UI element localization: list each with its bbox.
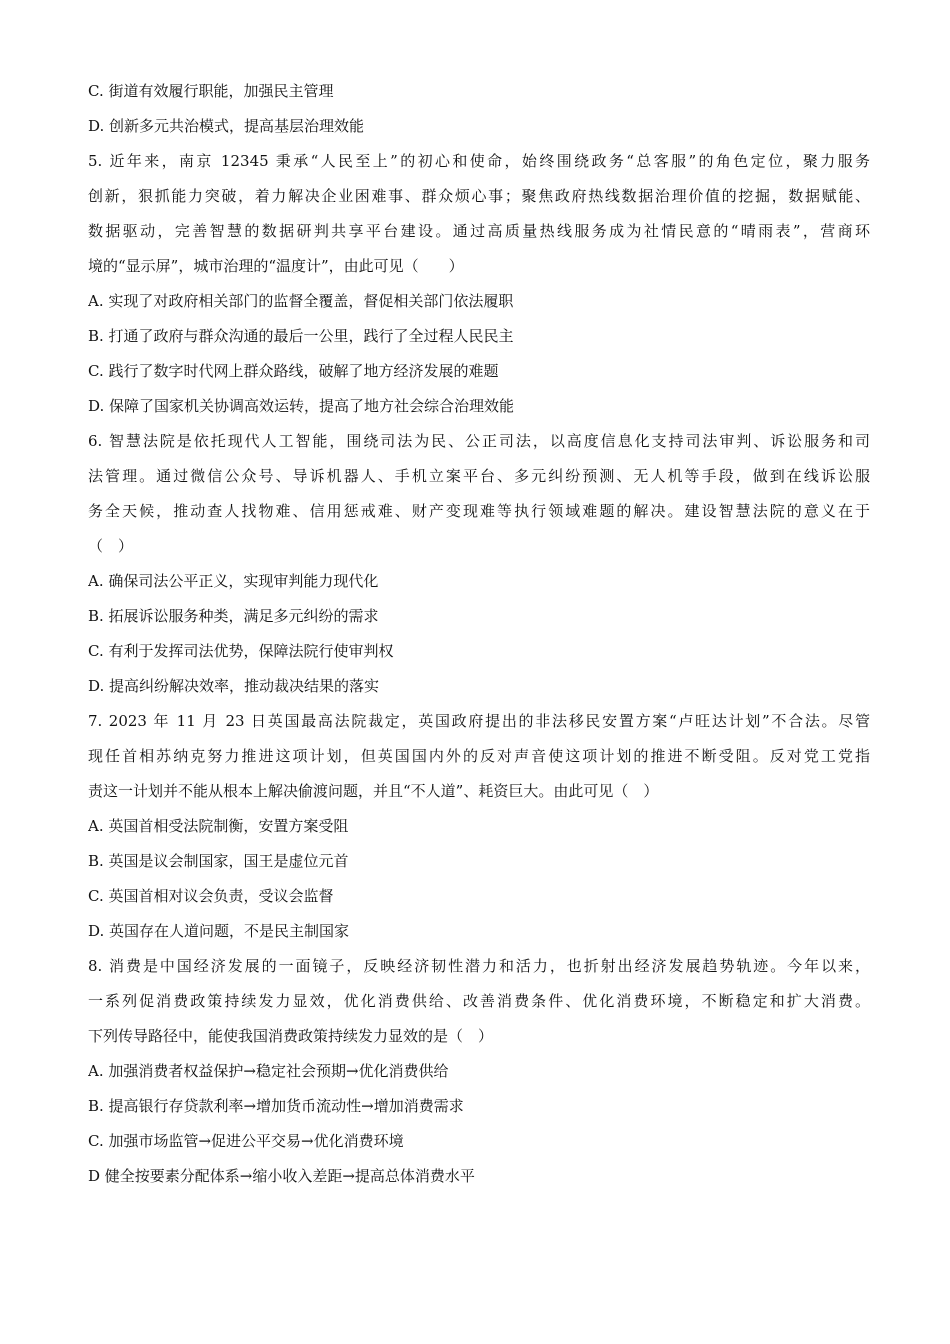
q5-option-c: C. 践行了数字时代网上群众路线，破解了地方经济发展的难题 (88, 362, 499, 380)
q5-stem-line-2: 创新，狠抓能力突破，着力解决企业困难事、群众烦心事；聚焦政府热线数据治理价值的挖掘，数据赋能、 (88, 187, 870, 205)
q6-stem-line-1: 6. 智慧法院是依托现代人工智能，围绕司法为民、公正司法，以高度信息化支持司法审判、诉讼服务和司 (88, 432, 870, 450)
q6-stem-line-2: 法管理。通过微信公众号、导诉机器人、手机立案平台、多元纠纷预测、无人机等手段，做到在线诉讼服 (88, 467, 870, 485)
q5-option-d: D. 保障了国家机关协调高效运转，提高了地方社会综合治理效能 (88, 397, 515, 415)
q7-option-d: D. 英国存在人道问题，不是民主制国家 (88, 922, 350, 940)
q5-stem-line-4: 境的“显示屏”，城市治理的“温度计”，由此可见（ ） (88, 257, 464, 275)
document-page (88, 74, 870, 1194)
q4-option-c: C. 街道有效履行职能，加强民主管理 (88, 82, 334, 100)
q8-option-d: D 健全按要素分配体系→缩小收入差距→提高总体消费水平 (88, 1167, 475, 1185)
q7-stem-line-1: 7. 2023 年 11 月 23 日英国最高法院裁定，英国政府提出的非法移民安置方案“卢旺达计划”不合法。尽管 (88, 712, 870, 730)
q8-stem-line-1: 8. 消费是中国经济发展的一面镜子，反映经济韧性潜力和活力，也折射出经济发展趋势轨迹。今年以来， (88, 957, 870, 975)
q6-option-b: B. 拓展诉讼服务种类，满足多元纠纷的需求 (88, 607, 379, 625)
q7-option-c: C. 英国首相对议会负责，受议会监督 (88, 887, 334, 905)
q7-stem-line-3: 责这一计划并不能从根本上解决偷渡问题，并且“不人道”、耗资巨大。由此可见（ ） (88, 782, 659, 800)
q6-option-a: A. 确保司法公平正义，实现审判能力现代化 (88, 572, 379, 590)
q6-option-c: C. 有利于发挥司法优势，保障法院行使审判权 (88, 642, 394, 660)
q7-option-b: B. 英国是议会制国家，国王是虚位元首 (88, 852, 349, 870)
q8-option-c: C. 加强市场监管→促进公平交易→优化消费环境 (88, 1132, 404, 1150)
q5-stem-line-3: 数据驱动，完善智慧的数据研判共享平台建设。通过高质量热线服务成为社情民意的“晴雨表”，营商环 (88, 222, 870, 240)
q5-option-b: B. 打通了政府与群众沟通的最后一公里，践行了全过程人民民主 (88, 327, 514, 345)
q6-option-d: D. 提高纠纷解决效率，推动裁决结果的落实 (88, 677, 380, 695)
q5-option-a: A. 实现了对政府相关部门的监督全覆盖，督促相关部门依法履职 (88, 292, 514, 310)
q8-option-b: B. 提高银行存贷款利率→增加货币流动性→增加消费需求 (88, 1097, 464, 1115)
q6-stem-line-3: 务全天候，推动查人找物难、信用惩戒难、财产变现难等执行领域难题的解决。建设智慧法院的意义在于 (88, 502, 870, 520)
q7-stem-line-2: 现任首相苏纳克努力推进这项计划，但英国国内外的反对声音使这项计划的推进不断受阻。反对党工党指 (88, 747, 870, 765)
q5-stem-line-1: 5. 近年来，南京 12345 秉承“人民至上”的初心和使命，始终围绕政务“总客服”的角色定位，聚力服务 (88, 152, 870, 170)
q8-option-a: A. 加强消费者权益保护→稳定社会预期→优化消费供给 (88, 1062, 449, 1080)
q8-stem-line-2: 一系列促消费政策持续发力显效，优化消费供给、改善消费条件、优化消费环境，不断稳定和扩大消费。 (88, 992, 870, 1010)
q4-option-d: D. 创新多元共治模式，提高基层治理效能 (88, 117, 365, 135)
q7-option-a: A. 英国首相受法院制衡，安置方案受阻 (88, 817, 349, 835)
q8-stem-line-3: 下列传导路径中，能使我国消费政策持续发力显效的是（ ） (88, 1027, 494, 1045)
q6-stem-line-4: （ ） (88, 537, 134, 555)
